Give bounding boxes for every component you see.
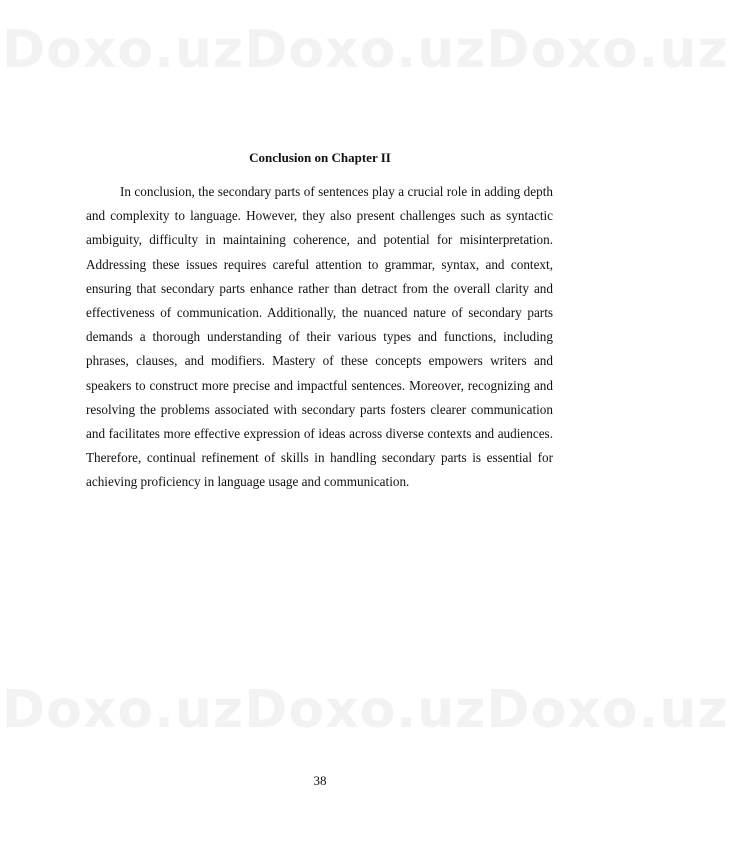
watermark-text: Doxo.uz [244,20,487,80]
conclusion-paragraph: In conclusion, the secondary parts of sentences play a crucial role in adding depth and complexity to language. However, they also present challenges such as syntactic ambiguity, difficulty in maintaining coherence, and potential for misinterpretation. Addressing these issues requires careful attention to grammar, syntax, and context, ensuring that secondary parts enhance rather than detract from the overall clarity and effectiveness of communication. Additionally, the nuanced nature of secondary parts demands a thorough understanding of their various types and functions, including phrases, clauses, and modifiers. Mastery of these concepts empowers writers and speakers to construct more precise and impactful sentences. Moreover, recognizing and resolving the problems associated with secondary parts fosters clearer communication and facilitates more effective expression of ideas across diverse contexts and audiences. Therefore, continual refinement of skills in handling secondary parts is essential for achieving proficiency in language usage and communication. [86,184,553,490]
watermark-text: Doxo.uz [2,20,245,80]
watermark-text: Doxo.uz [2,680,245,740]
watermark-row-bottom [0,680,729,740]
watermark-text: Doxo.uz [486,20,729,80]
chapter-conclusion-heading: Conclusion on Chapter II [249,150,391,165]
watermark-row-top [0,20,729,80]
page-number: 38 [313,773,327,788]
watermark-text: Doxo.uz [486,680,729,740]
watermark-text: Doxo.uz [244,680,487,740]
